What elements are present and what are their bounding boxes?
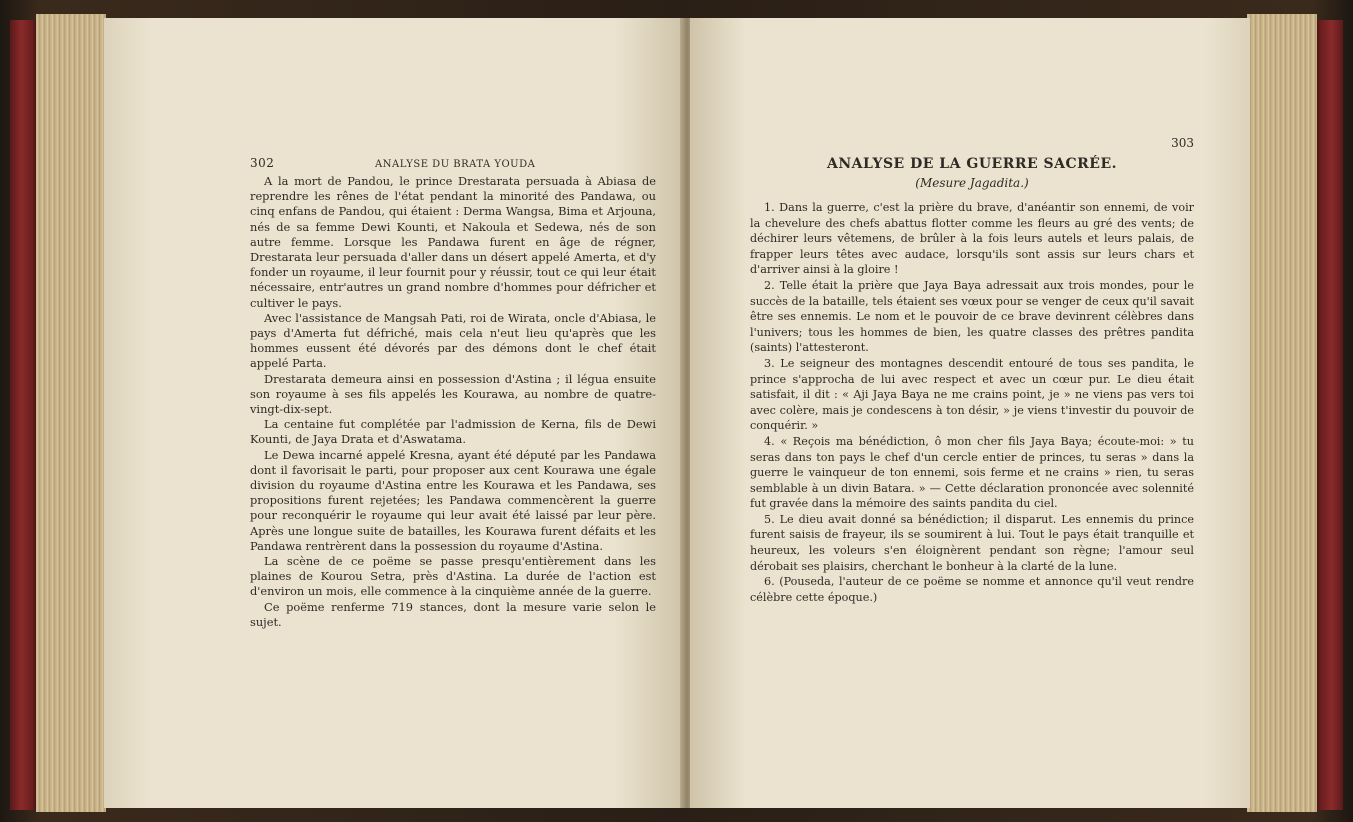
left-paragraph: Drestarata demeura ainsi en possession d'Astina ; il légua ensuite son royaume à ses fils appelés les Kourawa, au nombre de quatre-vingt-dix-sept. — [250, 371, 656, 417]
left-paragraph: Avec l'assistance de Mangsah Pati, roi de Wirata, oncle d'Abiasa, le pays d'Amerta fut défriché, mais cela n'eut lieu qu'après que les hommes eussent été dévorés par des démons dont le chef était appelé Parta. — [250, 310, 656, 371]
left-paragraph: La scène de ce poëme se passe presqu'entièrement dans les plaines de Kourou Setra, près d'Astina. La durée de l'action est d'environ un mois, elle commence à la cinquième année de la guerre. — [250, 554, 656, 599]
left-paragraph: Le Dewa incarné appelé Kresna, ayant été député par les Pandawa dont il favorisait le parti, pour proposer aux cent Kourawa une égale division du royaume d'Astina entre les Kourawa et les Pandawa, ses propositions furent rejetées; les Pandawa commencèrent la guerre pour reconquérir le royaume qui leur avait été laissé par leur père. Après une longue suite de batailles, les Kourawa furent défaits et les Pandawa rentrèrent dans la possession du royaume d'Astina. — [250, 447, 656, 553]
left-page — [104, 18, 684, 808]
right-binding — [1315, 20, 1343, 810]
chapter-subtitle: (Mesure Jagadita.) — [915, 176, 1029, 190]
left-running-title: ANALYSE DU BRATA YOUDA — [375, 159, 536, 170]
left-page-number: 302 — [250, 156, 275, 170]
left-paragraph: A la mort de Pandou, le prince Drestarata persuada à Abiasa de reprendre les rênes de l'état pendant la minorité des Pandawa, ou cinq enfans de Pandou, qui étaient : Derma Wangsa, Bima et Arjouna, nés de sa femme Dewi Kounti, et Nakoula et Sedewa, nés de son autre femme. Lorsque les Pandawa furent en âge de régner, Drestarata leur persuada d'aller dans un désert appelé Amerta, et d'y fonder un royaume, il leur fournit pour y réussir, tout ce qui leur était nécessaire, entr'autres un grand nombre d'hommes pour défricher et cultiver le pays. — [250, 174, 656, 310]
right-paragraph: 1. Dans la guerre, c'est la prière du brave, d'anéantir son ennemi, de voir la chevelure des chefs abattus flotter comme les fleurs au gré des vents; de déchirer leurs vêtemens, de brûler à la fois leurs autels et leurs palais, de frapper leurs têtes avec audace, lorsqu'ils sont assis sur leurs chars et d'arriver ainsi à la gloire ! — [750, 201, 1194, 277]
right-paragraph: 4. « Reçois ma bénédiction, ô mon cher fils Jaya Baya; écoute-moi: » tu seras dans ton pays le chef d'un cercle entier de princes, tu seras » dans la guerre le vainqueur de ton ennemi, sois ferme et ne crains » rien, tu seras semblable à un divin Batara. » — Cette déclaration prononcée avec solennité fut gravée dans la mémoire des saints pandita du ciel. — [750, 434, 1194, 511]
right-paragraph: 5. Le dieu avait donné sa bénédiction; il disparut. Les ennemis du prince furent saisis de frayeur, ils se soumirent à lui. Tout le pays était tranquille et heureux, les voleurs s'en éloignèrent pendant son règne; l'amour seul dérobait ses plaisirs, cherchant le bonheur à la clarté de la lune. — [750, 512, 1194, 573]
left-binding — [10, 20, 38, 810]
left-running-head — [250, 156, 656, 170]
right-paragraph: 3. Le seigneur des montagnes descendit entouré de tous ses pandita, le prince s'approcha de lui avec respect et avec un cœur pur. Le dieu était satisfait, il dit : « Aji Jaya Baya ne me crains point, je » ne viens pas vers toi avec colère, mais je condescens à ton désir, » je viens t'investir du pouvoir de conquérir. » — [750, 356, 1194, 433]
right-page-edges — [1247, 14, 1317, 812]
right-paragraph: 2. Telle était la prière que Jaya Baya adressait aux trois mondes, pour le succès de la bataille, tels étaient ses vœux pour se venger de ceux qu'il savait être ses ennemis. Le nom et le pouvoir de ce brave devinrent célèbres dans l'univers; tous les hommes de bien, les quatre classes des prêtres pandita (saints) l'attesteront. — [750, 278, 1194, 355]
left-paragraph: Ce poëme renferme 719 stances, dont la mesure varie selon le sujet. — [250, 599, 656, 629]
chapter-title: ANALYSE DE LA GUERRE SACRÉE. — [826, 156, 1117, 172]
left-paragraph: La centaine fut complétée par l'admission de Kerna, fils de Dewi Kounti, de Jaya Drata et d'Aswatama. — [250, 417, 656, 447]
right-page-number: 303 — [1171, 136, 1194, 150]
left-page-edges — [36, 14, 106, 812]
right-paragraph: 6. (Pouseda, l'auteur de ce poëme se nomme et annonce qu'il veut rendre célèbre cette époque.) — [750, 575, 1194, 604]
right-page — [690, 18, 1250, 808]
